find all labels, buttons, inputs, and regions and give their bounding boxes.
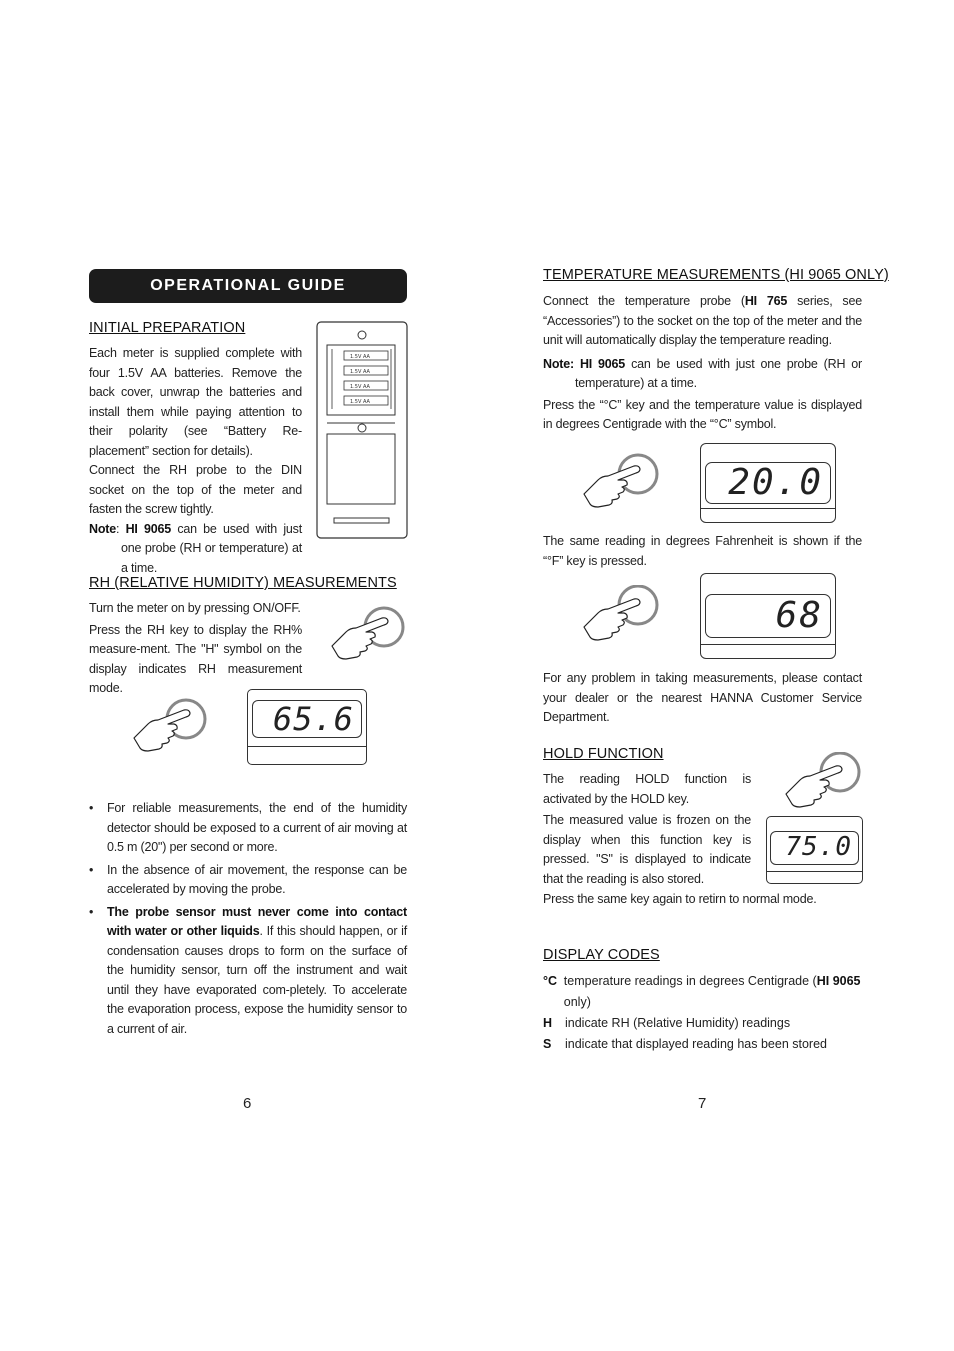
temp-para-1-a: Connect the temperature probe ( [543,294,745,308]
battery-label-2: 1.5V AA [350,369,370,375]
battery-label-1: 1.5V AA [350,354,370,360]
code-celsius-desc-b: only) [563,995,591,1009]
lcd-display-rh [247,689,367,765]
code-celsius-model: HI 9065 [816,974,861,988]
page-number-left: 6 [243,1095,252,1112]
rh-notes-list [89,799,407,1042]
hand-press-rh-key-icon-2 [128,696,210,758]
display-codes-heading: DISPLAY CODES [543,947,660,963]
temperature-heading: TEMPERATURE MEASUREMENTS (HI 9065 ONLY) [543,267,889,283]
battery-compartment-illustration [316,321,408,539]
hold-para-2: The measured value is frozen on the display when this function key is pressed. "S" is displayed to indicate that the reading is also stored. [543,813,751,886]
battery-label-3: 1.5V AA [350,384,370,390]
temp-para-2: Press the “°C” key and the temperature value is displayed in degrees Centigrade with the “°C” symbol. [543,397,862,431]
temp-note-text: can be used with just one probe (RH or temperature) at a time. [575,356,862,390]
code-h-key: H [543,1016,553,1030]
page-number-right: 7 [698,1095,707,1112]
initial-para-1: Each meter is supplied complete with four 1.5V AA batteries. Remove the back cover, unwrap the batteries and install them while paying attention to their polarity (see “Battery Re-placement” section for details). [89,346,302,458]
lcd-rh-value: 65.6 [272,700,354,738]
rh-note-3-rest: . If this should happen, or if condensation causes drops to form on the surface of the humidity sensor, turn off the instrument and wait until they have evaporated com-pletely. To accelerate the evaporation process, expose the humidity sensor to a current of air. [107,924,408,1036]
rh-para-1: Turn the meter on by pressing ON/OFF. [89,601,301,615]
display-code-s [543,1034,873,1055]
lcd-hold-value: 75.0 [785,832,852,862]
hand-press-celsius-key-icon [578,452,660,514]
display-code-celsius [543,971,873,1013]
code-s-desc: indicate that displayed reading has been stored [565,1037,827,1051]
battery-label-4: 1.5V AA [350,399,370,405]
lcd-display-hold [766,816,863,884]
temp-note-model: HI 9065 [579,356,626,371]
code-celsius-desc-a: temperature readings in degrees Centigrade ( [563,974,817,988]
temp-para-3: The same reading in degrees Fahrenheit is shown if the “°F” key is pressed. [543,534,862,568]
rh-para-2: Press the RH key to display the RH% measure-ment. The "H" symbol on the display indicates RH measurement mode. [89,622,302,695]
hand-press-hold-key-icon [780,752,862,814]
code-h-desc: indicate RH (Relative Humidity) readings [565,1016,791,1030]
initial-preparation-heading: INITIAL PREPARATION [89,320,246,336]
code-celsius-desc [564,971,873,1013]
note-model: HI 9065 [125,521,171,536]
hold-text [543,770,751,889]
rh-note-3 [89,903,407,1040]
hold-para-1: The reading HOLD function is activated by the HOLD key. [543,772,751,806]
lcd-display-fahrenheit [700,573,836,659]
section-banner: OPERATIONAL GUIDE [89,269,407,303]
initial-note: Note: HI 9065 can be used with just one probe (RH or temperature) at a time. [89,521,302,575]
rh-text [89,599,302,699]
temperature-text [543,292,862,435]
hold-heading: HOLD FUNCTION [543,746,664,762]
temp-para-1-b: series, see “Accessories”) to the socket on the top of the meter and the unit will automatically display the temperature reading. [543,294,862,347]
initial-para-2: Connect the RH probe to the DIN socket on the top of the meter and fasten the screw tightly. [89,463,302,516]
note-text: can be used with just one probe (RH or temperature) at a time. [121,521,302,575]
rh-note-1: • For reliable measurements, the end of the humidity detector should be exposed to a current of air moving at 0.5 m (20") per second or more. [89,799,407,858]
lcd-fahrenheit-value: 68 [775,595,823,636]
temp-note-label: Note: [543,356,574,371]
rh-note-3-warning: The probe sensor must never come into contact with water or other liquids [107,904,407,938]
code-celsius-key: °C [543,974,558,988]
rh-note-2: • In the absence of air movement, the response can be accelerated by moving the probe. [89,861,407,900]
hold-para-3: Press the same key again to retirn to normal mode. [543,892,817,906]
lcd-display-celsius [700,443,836,523]
display-code-h [543,1013,873,1034]
temp-para-1 [543,292,862,351]
temp-para-4: For any problem in taking measurements, please contact your dealer or the nearest HANNA Customer Service Department. [543,671,862,724]
temp-probe-model: HI 765 [744,294,788,308]
rh-heading: RH (RELATIVE HUMIDITY) MEASUREMENTS [89,575,397,591]
note-label: Note [89,521,116,536]
initial-preparation-text [89,344,302,578]
hand-press-rh-key-icon [326,604,408,666]
hand-press-fahrenheit-key-icon [578,585,660,647]
lcd-celsius-value: 20.0 [728,462,823,503]
temp-note [543,355,862,394]
code-s-key: S [543,1037,552,1051]
display-codes-list [543,971,873,1055]
